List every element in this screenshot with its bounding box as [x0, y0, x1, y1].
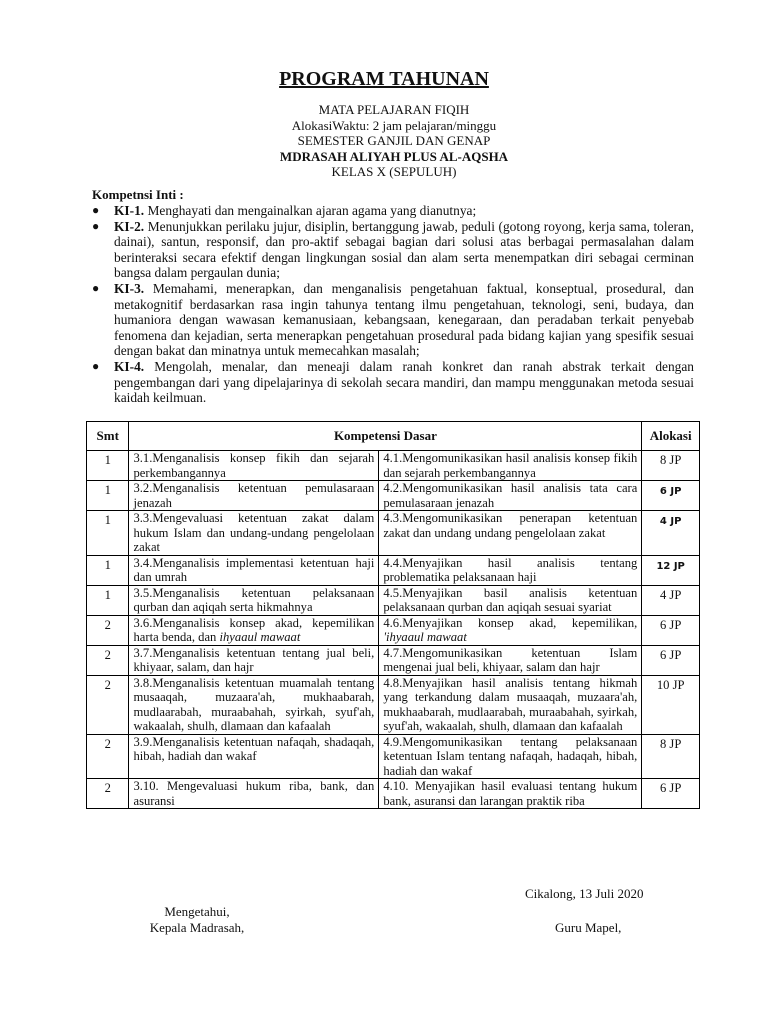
document-header: [0, 102, 768, 180]
ki-code: KI-2.: [114, 218, 145, 234]
ki-item-1: [92, 203, 694, 219]
cell-kd3: 3.10. Mengevaluasi hukum riba, bank, dan asuransi: [129, 779, 379, 809]
ki-item-2: [92, 219, 694, 281]
cell-smt: 2: [87, 645, 129, 675]
ki-item-4: [92, 359, 694, 406]
place-date: Cikalong, 13 Juli 2020: [525, 886, 644, 901]
table-row: [87, 615, 700, 645]
cell-kd4: 4.5.Menyajikan basil analisis ketentuan pelaksanaan qurban dan aqiqah sesuai syariat: [379, 585, 642, 615]
cell-kd3: 3.1.Menganalisis konsep fikih dan sejarah perkembangannya: [129, 451, 379, 481]
teacher-label: Guru Mapel,: [555, 920, 622, 935]
cell-alokasi: 10 JP: [642, 675, 700, 734]
cell-alokasi: 6 JP: [642, 615, 700, 645]
acknowledged-label: Mengetahui,: [164, 904, 230, 919]
alokasi-value: 6 JP: [659, 486, 682, 497]
cell-kd4: 4.7.Mengomunikasikan ketentuan Islam mengenai jual beli, khiyaar, salam dan hajr: [379, 645, 642, 675]
cell-kd4: 4.2.Mengomunikasikan hasil analisis tata cara pemulasaraan jenazah: [379, 481, 642, 511]
ki-item-3: [92, 281, 694, 359]
cell-smt: 1: [87, 511, 129, 556]
cell-alokasi: 4 JP: [642, 585, 700, 615]
cell-alokasi: [642, 481, 700, 511]
kd4-italic-term: 'ihyaaul mawaat: [383, 630, 467, 644]
cell-kd3: 3.5.Menganalisis ketentuan pelaksanaan qurban dan aqiqah serta hikmahnya: [129, 585, 379, 615]
document-title: PROGRAM TAHUNAN: [279, 68, 489, 90]
core-competencies-heading: Kompetnsi Inti :: [92, 187, 184, 202]
table-header-row: [87, 422, 700, 451]
cell-kd3: 3.4.Menganalisis implementasi ketentuan haji dan umrah: [129, 555, 379, 585]
ki-code: KI-3.: [114, 280, 145, 296]
table-row: [87, 734, 700, 779]
subject-line: MATA PELAJARAN FIQIH: [318, 102, 470, 117]
table-row: [87, 645, 700, 675]
semester-line: SEMESTER GANJIL DAN GENAP: [297, 133, 491, 148]
cell-kd4: 4.1.Mengomunikasikan hasil analisis konsep fikih dan sejarah perkembangannya: [379, 451, 642, 481]
cell-smt: 2: [87, 779, 129, 809]
cell-alokasi: [642, 555, 700, 585]
headmaster-label: Kepala Madrasah,: [149, 920, 245, 935]
header-smt: Smt: [87, 422, 129, 451]
cell-smt: 2: [87, 615, 129, 645]
signature-left: [142, 904, 252, 936]
table-row: [87, 585, 700, 615]
ki-code: KI-4.: [114, 358, 145, 374]
kd3-text: 3.6.Menganalisis konsep akad, kepemilikan harta benda, dan: [133, 615, 375, 644]
cell-alokasi: [642, 511, 700, 556]
cell-kd4: 4.9.Mengomunikasikan tentang pelaksanaan ketentuan Islam tentang nafaqah, hadaqah, hibah, hadiah dan wakaf: [379, 734, 642, 779]
table-row: [87, 675, 700, 734]
cell-alokasi: 6 JP: [642, 779, 700, 809]
table-row: [87, 451, 700, 481]
bullet-icon: ●: [92, 280, 100, 295]
school-line: MDRASAH ALIYAH PLUS AL-AQSHA: [279, 148, 509, 164]
alokasi-value: 4 JP: [659, 516, 682, 527]
cell-kd3: 3.9.Menganalisis ketentuan nafaqah, shadaqah, hibah, hadiah dan wakaf: [129, 734, 379, 779]
alokasi-value: 12 JP: [656, 560, 685, 572]
ki-text: Mengolah, menalar, dan meneaji dalam ranah konkret dan ranah abstrak terkait dengan pengembangan dari yang dipelajarinya di sekolah secara mandiri, dan mampu menggunakan metoda sesuai kaidah keilmuan.: [114, 358, 694, 406]
cell-alokasi: 6 JP: [642, 645, 700, 675]
cell-alokasi: 8 JP: [642, 734, 700, 779]
ki-text: Menunjukkan perilaku jujur, disiplin, bertanggung jawab, peduli (gotong royong, kerja sama, toleran, dainai), santun, responsif, dan pro-aktif sebagai bagian dari solusi atas berbagai permasalahan dalam berinteraksi secara efektif dengan lingkungan sosial dan alam serta menempatkan diri sebagai cerminan bangsa dalam pergaulan dunia;: [114, 218, 694, 281]
header-kompetensi-dasar: Kompetensi Dasar: [129, 422, 642, 451]
cell-kd3: 3.7.Menganalisis ketentuan tentang jual beli, khiyaar, salam, dan hajr: [129, 645, 379, 675]
cell-kd4: 4.4.Menyajikan hasil analisis tentang problematika pelaksanaan haji: [379, 555, 642, 585]
cell-kd3: 3.2.Menganalisis ketentuan pemulasaraan jenazah: [129, 481, 379, 511]
cell-smt: 2: [87, 675, 129, 734]
table-row: [87, 555, 700, 585]
cell-kd4: 4.8.Menyajikan hasil analisis tentang hikmah yang terkandung dalam musaaqah, muzaara'ah, mukhaabarah, mudlaarabah, muraabahah, syirkah, syuf'ah, wakaalah, shulh, dlamaan dan kafaalah: [379, 675, 642, 734]
table-row: [87, 481, 700, 511]
cell-kd4: 4.3.Mengomunikasikan penerapan ketentuan zakat dan undang undang pengelolaan zakat: [379, 511, 642, 556]
cell-kd3: 3.3.Mengevaluasi ketentuan zakat dalam hukum Islam dan undang-undang pengelolaan zakat: [129, 511, 379, 556]
class-line: KELAS X (SEPULUH): [331, 164, 457, 179]
cell-kd4: 4.10. Menyajikan hasil evaluasi tentang hukum bank, asuransi dan larangan praktik riba: [379, 779, 642, 809]
bullet-icon: ●: [92, 358, 100, 373]
ki-code: KI-1.: [114, 203, 145, 218]
bullet-icon: ●: [92, 203, 100, 217]
table-row: [87, 511, 700, 556]
competency-table: [86, 421, 700, 809]
ki-text: Menghayati dan mengainalkan ajaran agama yang dianutnya;: [144, 203, 477, 218]
cell-smt: 1: [87, 555, 129, 585]
time-allocation-line: AlokasiWaktu: 2 jam pelajaran/minggu: [291, 117, 497, 133]
cell-alokasi: 8 JP: [642, 451, 700, 481]
cell-smt: 1: [87, 451, 129, 481]
cell-smt: 1: [87, 585, 129, 615]
kd4-text: 4.6.Menyajikan konsep akad, kepemilikan,: [383, 615, 638, 630]
cell-kd3: 3.8.Menganalisis ketentuan muamalah tentang musaaqah, muzaara'ah, mukhaabarah, mudlaarabah, muraabahah, syirkah, syuf'ah, wakaalah, shulh, dlamaan dan kafaalah: [129, 675, 379, 734]
ki-text: Memahami, menerapkan, dan menganalisis pengetahuan faktual, konseptual, prosedural, dan metakognitif berdasarkan rasa ingin tahunya tentang ilmu pengetahuan, teknologi, seni, budaya, dan humaniora dengan wawasan kemanusiaan, kebangsaan, kenegaraan, dan peradaban terkait penyebab fenomena dan kejadian, serta menerapkan pengetahuan prosedural pada bidang kajian yang spesifik sesuai dengan bakat dan minatnya untuk memecahkan masalah;: [114, 280, 694, 359]
cell-smt: 1: [87, 481, 129, 511]
table-row: [87, 779, 700, 809]
bullet-icon: ●: [92, 218, 100, 233]
cell-kd3: [129, 615, 379, 645]
cell-smt: 2: [87, 734, 129, 779]
core-competencies-list: [92, 203, 694, 406]
kd3-italic-term: ihyaaul mawaat: [219, 630, 301, 644]
header-alokasi: Alokasi: [642, 422, 700, 451]
cell-kd4: [379, 615, 642, 645]
